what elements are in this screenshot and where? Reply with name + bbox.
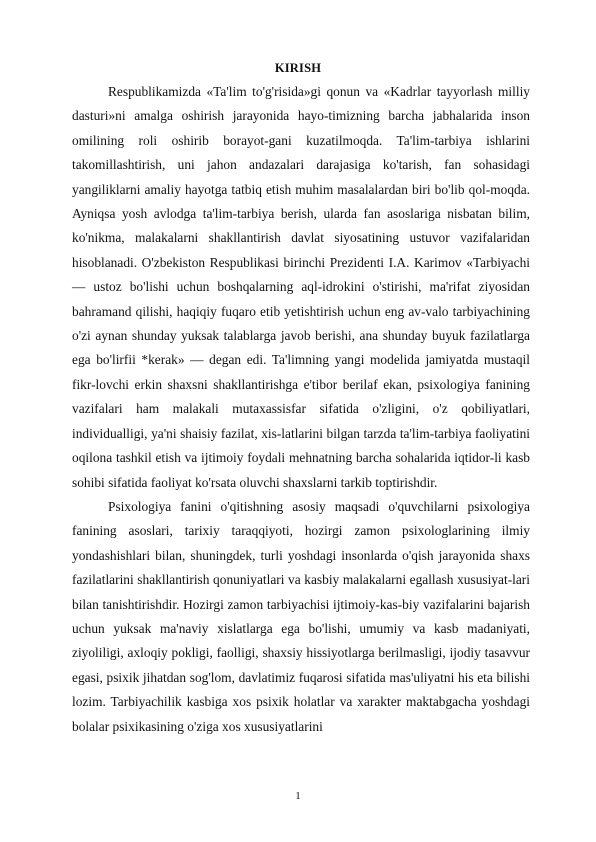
body-text — [72, 80, 530, 739]
page-heading: KIRISH — [274, 61, 322, 75]
page-number: 1 — [295, 790, 301, 802]
paragraph-2: Psixologiya fanini o'qitishning asosiy maqsadi o'quvchilarni psixologiya fanining asoslari, tarixiy taraqqiyoti, hozirgi zamon psixologlarining ilmiy yondashishlari bilan, shuningdek, turli yoshdagi insonlarda o'qish jarayonida shaxs fazilatlarini shakllantirish qonuniyatlari va kasbiy malakalarni egallash xususiyat-lari bilan tanishtirishdir. Hozirgi zamon tarbiyachisi ijtimoiy-kas-biy vazifalarini bajarish uchun yuksak ma'naviy xislatlarga ega bo'lishi, umumiy va kasb madaniyati, ziyoliligi, axloqiy pokligi, faolligi, shaxsiy hissiyotlarga berilmasligi, ijodiy tasavvur egasi, psixik jihatdan sog'lom, davlatimiz fuqarosi sifatida mas'uliyatni his eta bilishi lozim. Tarbiyachilik kasbiga xos psixik holatlar va xarakter maktabgacha yoshdagi bolalar psixikasining o'ziga xos xususiyatlarini — [72, 498, 530, 734]
paragraph-1: Respublikamizda «Ta'lim to'g'risida»gi qonun va «Kadrlar tayyorlash milliy dasturi»ni amalga oshirish jarayonida hayo-timizning barcha jabhalarida inson omilining roli oshirib borayot-gani kuzatilmoqda. Ta'lim-tarbiya ishlarini takomillashtirish, uni jahon andazalari darajasiga ko'tarish, fan sohasidagi yangiliklarni amaliy hayotga tatbiq etish muhim masalalardan biri bo'lib qol-moqda. Ayniqsa yosh avlodga ta'lim-tarbiya berish, ularda fan asoslariga nisbatan bilim, ko'nikma, malakalarni shakllantirish davlat siyosatining ustuvor vazifalaridan hisoblanadi. O'zbekiston Respublikasi birinchi Prezidenti I.A. Karimov «Tarbiyachi — ustoz bo'lishi uchun boshqalarning aql-idrokini o'stirishi, ma'rifat ziyosidan bahramand qilishi, haqiqiy fuqaro etib yetishtirish uchun eng av-valo tarbiyachining o'zi aynan shunday yuksak talablarga javob berishi, ana shunday buyuk fazilatlarga ega bo'lirfii *kerak» — degan edi. Ta'limning yangi modelida jamiyatda mustaqil fikr-lovchi erkin shaxsni shakllantirishga e'tibor berilaf ekan, psixologiya fanining vazifalari ham malakali mutaxassisfar sifatida o'zligini, o'z qobiliyatlari, individualligi, ya'ni shaisiy fazilat, xis-latlarini bilgan tarzda ta'lim-tarbiya faoliyatini oqilona tashkil etish va ijtimoiy foydali mehnatning barcha sohalarida iqtidor-li kasb sohibi sifatida faoliyat ko'rsata oluvchi shaxslarni tarkib toptirishdir. — [72, 84, 530, 490]
